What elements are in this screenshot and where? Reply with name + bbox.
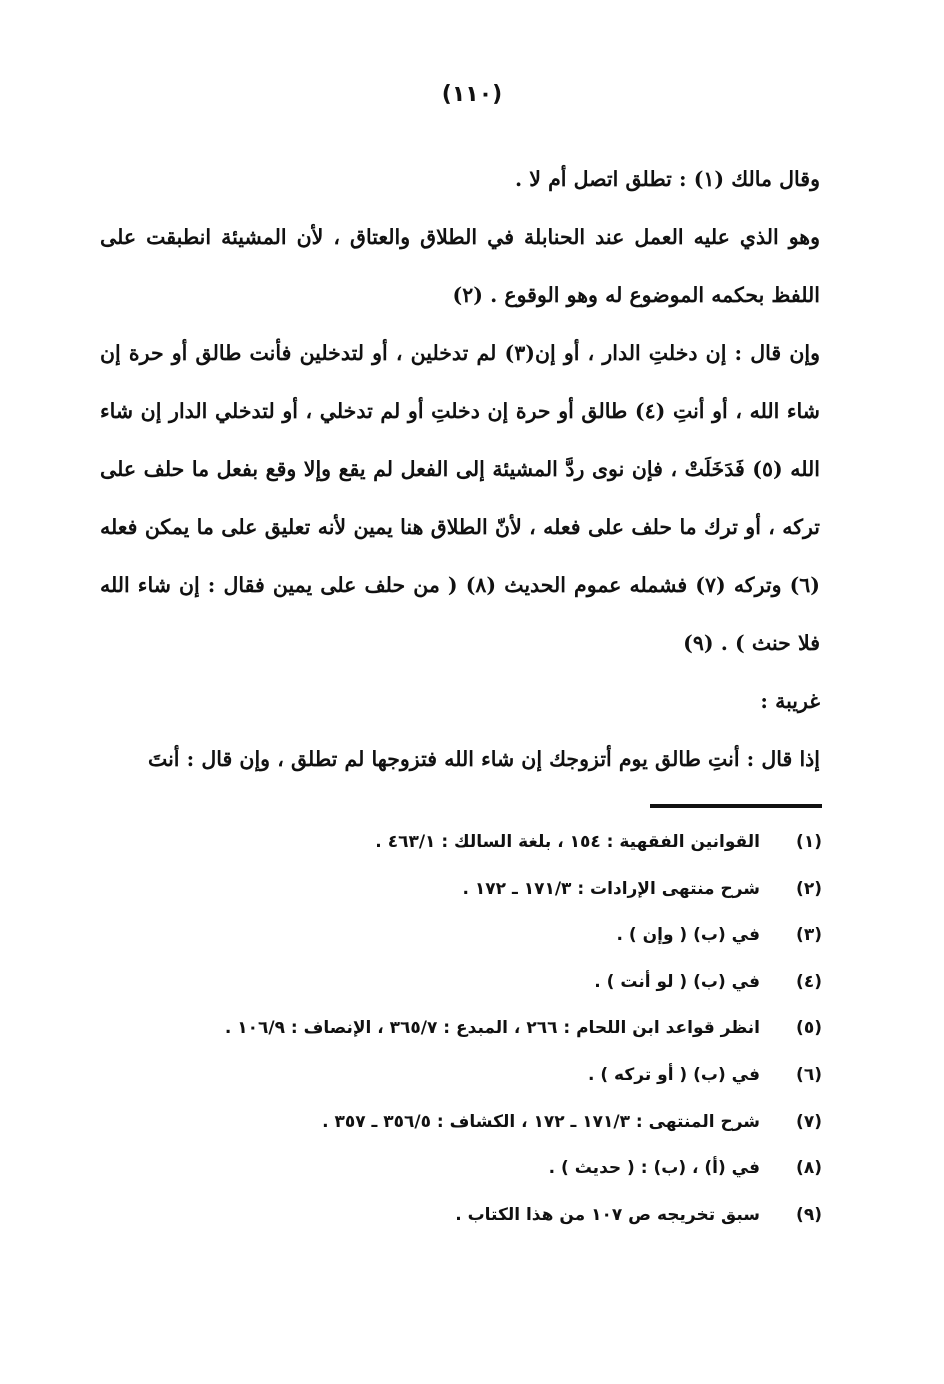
- footnote-text: في (ب) ( وإن ) .: [616, 925, 760, 946]
- footnote-number: (٧): [796, 1111, 822, 1132]
- footnote-text: سبق تخريجه ص ١٠٧ من هذا الكتاب .: [455, 1204, 760, 1225]
- footnote-number: (٦): [796, 1064, 822, 1085]
- footnote-number: (١): [796, 832, 822, 852]
- footnote-text: في (أ) ، (ب) : ( حديث ) .: [548, 1158, 760, 1179]
- footnote-item: [122, 972, 822, 1019]
- footnote-item: [122, 1158, 822, 1205]
- footnote-text: القوانين الفقهية : ١٥٤ ، بلغة السالك : ٤٦٣/١ .: [375, 832, 760, 852]
- footnotes-list: [122, 832, 822, 1251]
- footnote-item: [122, 1205, 822, 1252]
- page-number: (١١٠): [441, 82, 503, 107]
- footnote-text: في (ب) ( لو أنت ) .: [594, 971, 760, 992]
- footnote-text: انظر قواعد ابن اللحام : ٢٦٦ ، المبدع : ٣٦٥/٧ ، الإنصاف : ١٠٦/٩ .: [224, 1018, 760, 1039]
- footnote-number: (٩): [796, 1204, 822, 1225]
- main-text: [100, 150, 820, 788]
- paragraph-last-line: إذا قال : أنتِ طالق يوم أتزوجك إن شاء الله فتزوجها لم تطلق ، وإن قال : أنتَ: [147, 747, 820, 771]
- footnote-item: [122, 1112, 822, 1159]
- footnote-number: (٤): [796, 971, 822, 992]
- footnote-item: [122, 1065, 822, 1112]
- footnote-number: (٥): [796, 1018, 822, 1039]
- footnote-item: [122, 925, 822, 972]
- footnote-number: (٣): [796, 925, 822, 946]
- footnote-item: [122, 832, 822, 879]
- footnote-text: شرح المنتهى : ١٧١/٣ ـ ١٧٢ ، الكشاف : ٣٥٦/٥ ـ ٣٥٧ .: [322, 1111, 760, 1132]
- footnote-text: في (ب) ( أو تركه ) .: [587, 1064, 760, 1085]
- footnote-number: (٨): [796, 1158, 822, 1179]
- paragraph-hanabila: وهو الذي عليه العمل عند الحنابلة في الطلاق والعتاق ، لأن المشيئة انطبقت على اللفظ بحكمه الموضوع له وهو الوقوع . (٢): [100, 225, 820, 307]
- footnote-item: [122, 1018, 822, 1065]
- footnote-item: [122, 879, 822, 926]
- footnote-separator: [650, 804, 822, 808]
- footnote-number: (٢): [796, 878, 822, 899]
- paragraph-malik: وقال مالك (١) : تطلق اتصل أم لا .: [514, 167, 820, 191]
- section-heading: غريبة :: [760, 689, 820, 713]
- paragraph-conditions: وإن قال : إن دخلتِ الدار ، أو إن(٣) لم تدخلين ، أو لتدخلين فأنت طالق أو حرة إن شاء الله ، أو أنتِ (٤) طالق أو حرة إن دخلتِ أو لم تدخلي ، أو لتدخلي الدار إن شاء الله (٥) فَدَخَلَتْ ، فإن نوى ردَّ المشيئة إلى الفعل لم يقع وإلا وقع بفعل ما حلف على تركه ، أو ترك ما حلف على فعله ، لأنّ الطلاق هنا يمين لأنه تعليق على ما يمكن فعله (٦) وتركه (٧) فشمله عموم الحديث (٨) ( من حلف على يمين فقال : إن شاء الله فلا حنث ) . (٩): [100, 341, 820, 655]
- footnote-text: شرح منتهى الإرادات : ١٧١/٣ ـ ١٧٢ .: [462, 878, 760, 899]
